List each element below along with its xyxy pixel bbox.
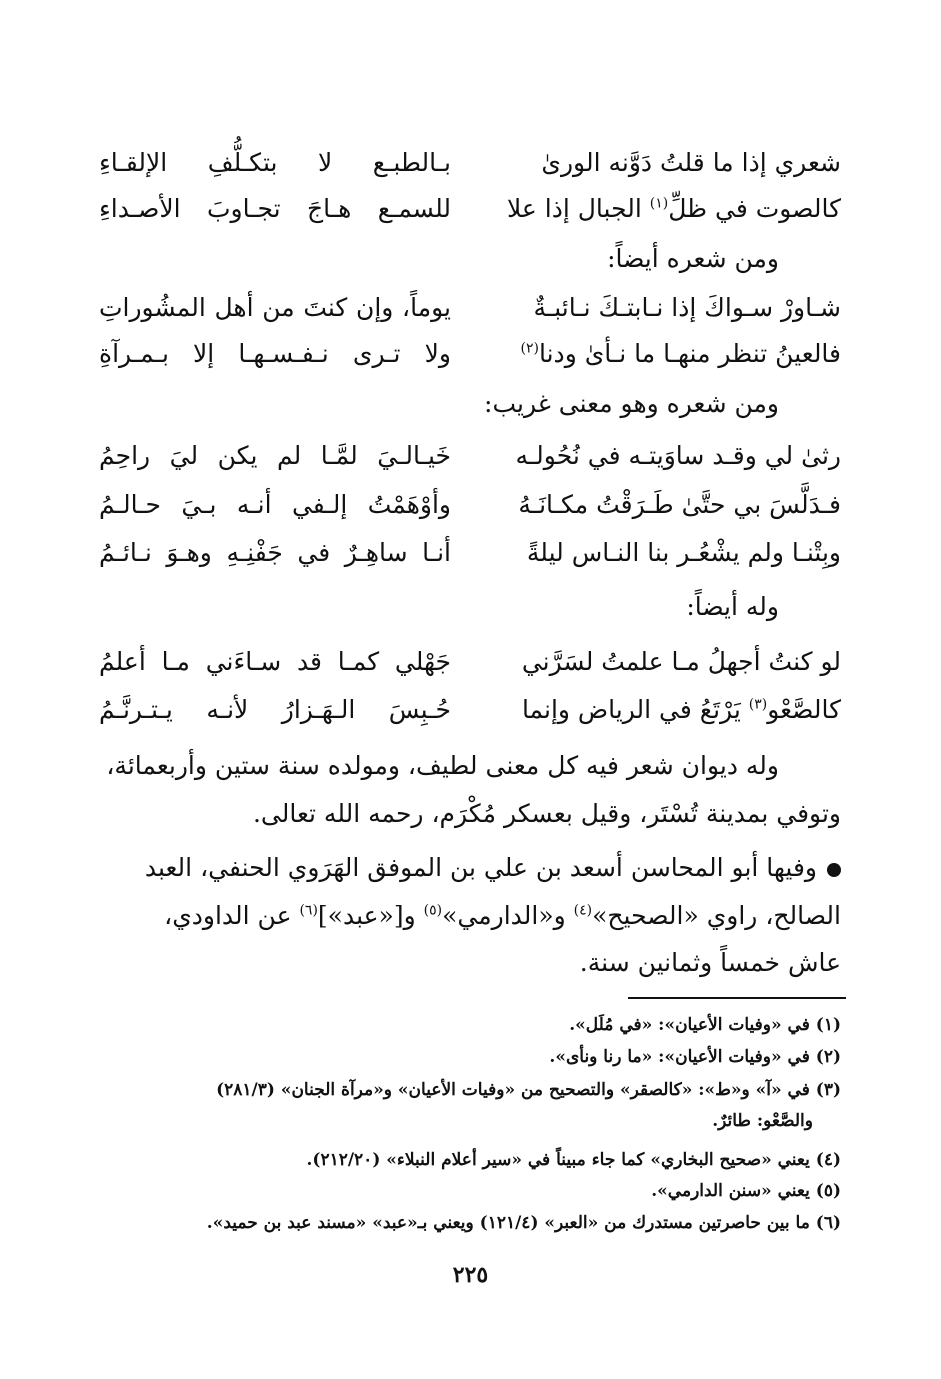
verse-text: يَرْتَعُ في الرياض وإنما [521, 695, 749, 724]
verse-hemistich: ولا تـرى نـفـسـهـا إلا بـمـرآةِ [99, 339, 451, 368]
section-intro: ومن شعره وهو معنى غريب: [484, 389, 779, 418]
prose-text: وفيها أبو المحاسن أسعد بن علي بن الموفق الهَرَوي الحنفي، العبد [144, 853, 817, 882]
verse-text: كالصَّعْو [767, 695, 841, 724]
verse-hemistich: جَهْلي كمـا قد سـاءَني مـا أعلمُ [99, 647, 451, 676]
verse-hemistich: وبِتْنـا ولم يشْعُـر بنا النـاس ليلةً [526, 538, 841, 567]
footnote: (٢) في «وفيات الأعيان»: «ما رنا ونأى». [549, 1047, 841, 1067]
prose-line: وتوفي بمدينة تُسْتَر، وقيل بعسكر مُكْرَم، رحمه الله تعالى. [252, 799, 841, 828]
verse-hemistich [522, 697, 841, 722]
page-number: ٢٢٥ [452, 1262, 489, 1288]
section-intro: وله أيضاً: [686, 592, 779, 621]
verse-hemistich: يوماً، وإن كنتَ من أهل المشُوراتِ [99, 293, 451, 322]
verse-text: فالعينُ تنظر منهـا ما نـأىٰ ودنا [538, 339, 841, 368]
prose-line: وله ديوان شعر فيه كل معنى لطيف، ومولده سنة ستين وأربعمائة، [106, 751, 779, 780]
verse-text: كالصوت في ظلِّ [668, 194, 841, 223]
footnote-marker: (٦) [299, 902, 318, 919]
verse-hemistich: وأوْهَمْتُ إلـفي أنـه بـيَ حـالـمُ [99, 490, 451, 519]
verse-hemistich: للسمـع هـاجَ تجـاوبَ الأصـداءِ [99, 194, 451, 223]
footnote-marker: (٤) [573, 902, 593, 919]
footnote-marker: (٢) [520, 340, 539, 357]
verse-hemistich: شـاورْ سـواكَ إذا نـابتـكَ نـائبـةٌ [533, 293, 841, 322]
prose-text: و[«عبد»] [317, 901, 424, 930]
verse-hemistich: أنـا ساهِـرٌ في جَفْنِـهِ وهـوَ نـائـمُ [99, 538, 451, 567]
prose-line: عاش خمساً وثمانين سنة. [579, 948, 841, 977]
footnote: (٣) في «آ» و«ط»: «كالصقر» والتصحيح من «وفيات الأعيان» و«مرآة الجنان» (٢٨١/٣) [216, 1080, 841, 1100]
verse-hemistich [521, 341, 841, 366]
verse-hemistich: حُـبِسَ الـهَـزارُ لأنـه يـتـرنَّـمُ [99, 695, 451, 724]
footnote: (٦) ما بين حاصرتين مستدرك من «العبر» (١٢١/٤) ويعني بـ«عبد» «مسند عبد بن حميد». [206, 1213, 841, 1233]
bullet-icon [827, 863, 841, 877]
verse-hemistich: لو كنتُ أجهلُ مـا علمتُ لسَرَّني [521, 647, 841, 676]
verse-hemistich: رثىٰ لي وقـد ساوَيتـه في نُحُولـه [515, 441, 841, 470]
footnote-marker: (٣) [748, 696, 768, 713]
footnote: (٥) يعني «سنن الدارمي». [651, 1181, 841, 1201]
prose-line [145, 855, 841, 880]
footnote-marker: (٥) [423, 902, 443, 919]
verse-text: الجبال إذا علا [507, 194, 650, 223]
prose-text: و«الدارمي» [442, 901, 574, 930]
footnote: (١) في «وفيات الأعيان»: «في مُلَل». [569, 1015, 841, 1035]
prose-text: الصالح، راوي «الصحيح» [592, 901, 841, 930]
verse-hemistich [507, 196, 841, 221]
prose-line [164, 903, 841, 928]
verse-hemistich: فـدَلَّسَ بي حتَّىٰ طَـرَقْتُ مكـانَـهُ [518, 490, 841, 519]
section-intro: ومن شعره أيضاً: [607, 244, 779, 273]
prose-text: عن الداودي، [164, 901, 300, 930]
verse-hemistich: شعري إذا ما قلتُ دَوَّنه الورىٰ [541, 148, 841, 177]
footnote-divider [628, 997, 846, 999]
footnote-marker: (١) [649, 195, 669, 212]
verse-hemistich: خَيـالـيَ لمَّـا لم يكن ليَ راحِمُ [99, 441, 451, 470]
verse-hemistich: بـالطبـع لا بتكـلُّفِ الإلقـاءِ [99, 148, 451, 177]
footnote: (٤) يعني «صحيح البخاري» كما جاء مبيناً في «سير أعلام النبلاء» (٢١٢/٢٠). [306, 1150, 841, 1170]
footnote: والصَّعْو: طائرٌ. [712, 1111, 813, 1131]
